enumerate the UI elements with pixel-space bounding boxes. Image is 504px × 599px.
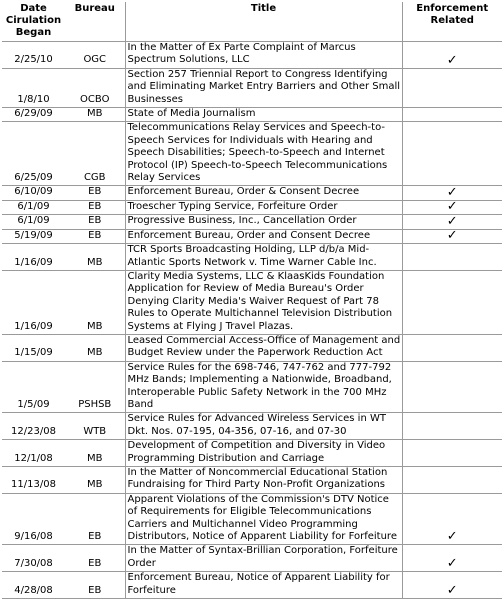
header-bureau: Bureau — [65, 2, 125, 42]
cell-date: 6/10/09 — [2, 186, 65, 200]
table-row — [2, 493, 502, 545]
cell-title: In the Matter of Syntax-Brillian Corporation, Forfeiture Order — [125, 545, 402, 572]
cell-date: 2/25/10 — [2, 42, 65, 69]
cell-title: Section 257 Triennial Report to Congress Identifying and Eliminating Market Entry Barriers and Other Small Businesses — [125, 68, 402, 107]
cell-bureau: PSHSB — [65, 361, 125, 413]
cell-enforcement-check-icon: ✓ — [402, 200, 502, 214]
table-row — [2, 122, 502, 186]
cell-date: 6/1/09 — [2, 200, 65, 214]
cell-bureau: EB — [65, 493, 125, 545]
table-row — [2, 440, 502, 467]
table-row — [2, 270, 502, 334]
cell-bureau: MB — [65, 467, 125, 494]
cell-enforcement-check-icon — [402, 334, 502, 361]
header-enforcement: Enforcement Related — [402, 2, 502, 42]
cell-title: Enforcement Bureau, Notice of Apparent Liability for Forfeiture — [125, 572, 402, 599]
table-row — [2, 361, 502, 413]
cell-date: 1/5/09 — [2, 361, 65, 413]
cell-title: Progressive Business, Inc., Cancellation Order — [125, 215, 402, 229]
cell-title: Telecommunications Relay Services and Speech-to-Speech Services for Individuals with Hearing and Speech Disabilities; Speech-to-Speech and Internet Protocol (IP) Speech-to-Speech Telecommunications Relay Services — [125, 122, 402, 186]
header-row — [2, 2, 502, 42]
cell-bureau: CGB — [65, 122, 125, 186]
cell-title: Service Rules for Advanced Wireless Services in WT Dkt. Nos. 07-195, 04-356, 07-16, and 07-30 — [125, 413, 402, 440]
cell-enforcement-check-icon: ✓ — [402, 493, 502, 545]
table-row — [2, 200, 502, 214]
cell-title: TCR Sports Broadcasting Holding, LLP d/b/a Mid-Atlantic Sports Network v. Time Warner Cable Inc. — [125, 244, 402, 271]
header-date: Date Cirulation Began — [2, 2, 65, 42]
cell-bureau: WTB — [65, 413, 125, 440]
cell-title: Clarity Media Systems, LLC & KlaasKids Foundation Application for Review of Media Bureau's Order Denying Clarity Media's Waiver Request of Part 78 Rules to Operate Multichannel Television Distribution Systems at Flying J Travel Plazas. — [125, 270, 402, 334]
cell-title: Service Rules for the 698-746, 747-762 and 777-792 MHz Bands; Implementing a Nationwide, Broadband, Interoperable Public Safety Network in the 700 MHz Band — [125, 361, 402, 413]
cell-title: Development of Competition and Diversity in Video Programming Distribution and Carriage — [125, 440, 402, 467]
cell-bureau: MB — [65, 270, 125, 334]
table-row — [2, 229, 502, 243]
cell-enforcement-check-icon — [402, 361, 502, 413]
cell-title: State of Media Journalism — [125, 108, 402, 122]
cell-date: 6/25/09 — [2, 122, 65, 186]
cell-enforcement-check-icon — [402, 108, 502, 122]
cell-date: 1/16/09 — [2, 244, 65, 271]
cell-enforcement-check-icon — [402, 440, 502, 467]
cell-bureau: EB — [65, 200, 125, 214]
cell-enforcement-check-icon: ✓ — [402, 229, 502, 243]
cell-date: 7/30/08 — [2, 545, 65, 572]
cell-enforcement-check-icon — [402, 270, 502, 334]
cell-bureau: OGC — [65, 42, 125, 69]
table-row — [2, 572, 502, 599]
cell-title: Enforcement Bureau, Order & Consent Decree — [125, 186, 402, 200]
cell-bureau: EB — [65, 186, 125, 200]
table-row — [2, 108, 502, 122]
table-row — [2, 42, 502, 69]
cell-date: 5/19/09 — [2, 229, 65, 243]
cell-date: 9/16/08 — [2, 493, 65, 545]
table-row — [2, 413, 502, 440]
cell-enforcement-check-icon — [402, 244, 502, 271]
cell-date: 11/13/08 — [2, 467, 65, 494]
table-row — [2, 545, 502, 572]
cell-date: 1/8/10 — [2, 68, 65, 107]
cell-enforcement-check-icon — [402, 122, 502, 186]
cell-title: Troescher Typing Service, Forfeiture Order — [125, 200, 402, 214]
cell-title: Apparent Violations of the Commission's DTV Notice of Requirements for Eligible Telecommunications Carriers and Multichannel Video Programming Distributors, Notice of Apparent Liability for Forfeiture — [125, 493, 402, 545]
cell-date: 6/1/09 — [2, 215, 65, 229]
cell-date: 12/1/08 — [2, 440, 65, 467]
cell-bureau: EB — [65, 545, 125, 572]
cell-title: In the Matter of Noncommercial Educational Station Fundraising for Third Party Non-Profit Organizations — [125, 467, 402, 494]
table-row — [2, 68, 502, 107]
cell-enforcement-check-icon: ✓ — [402, 545, 502, 572]
cell-date: 4/28/08 — [2, 572, 65, 599]
table-row — [2, 244, 502, 271]
cell-enforcement-check-icon — [402, 467, 502, 494]
cell-enforcement-check-icon — [402, 68, 502, 107]
table-row — [2, 334, 502, 361]
table-body — [2, 42, 502, 599]
cell-date: 6/29/09 — [2, 108, 65, 122]
cell-bureau: MB — [65, 334, 125, 361]
table-row — [2, 467, 502, 494]
circulation-table — [2, 2, 502, 599]
cell-bureau: OCBO — [65, 68, 125, 107]
cell-enforcement-check-icon: ✓ — [402, 42, 502, 69]
cell-date: 1/15/09 — [2, 334, 65, 361]
cell-bureau: MB — [65, 244, 125, 271]
cell-date: 1/16/09 — [2, 270, 65, 334]
cell-bureau: MB — [65, 108, 125, 122]
cell-enforcement-check-icon: ✓ — [402, 572, 502, 599]
cell-bureau: EB — [65, 572, 125, 599]
table-row — [2, 215, 502, 229]
cell-date: 12/23/08 — [2, 413, 65, 440]
cell-enforcement-check-icon: ✓ — [402, 186, 502, 200]
cell-bureau: MB — [65, 440, 125, 467]
cell-title: In the Matter of Ex Parte Complaint of Marcus Spectrum Solutions, LLC — [125, 42, 402, 69]
cell-bureau: EB — [65, 215, 125, 229]
header-title: Title — [125, 2, 402, 42]
cell-enforcement-check-icon: ✓ — [402, 215, 502, 229]
table-row — [2, 186, 502, 200]
cell-bureau: EB — [65, 229, 125, 243]
cell-title: Enforcement Bureau, Order and Consent Decree — [125, 229, 402, 243]
cell-title: Leased Commercial Access-Office of Management and Budget Review under the Paperwork Reduction Act — [125, 334, 402, 361]
cell-enforcement-check-icon — [402, 413, 502, 440]
